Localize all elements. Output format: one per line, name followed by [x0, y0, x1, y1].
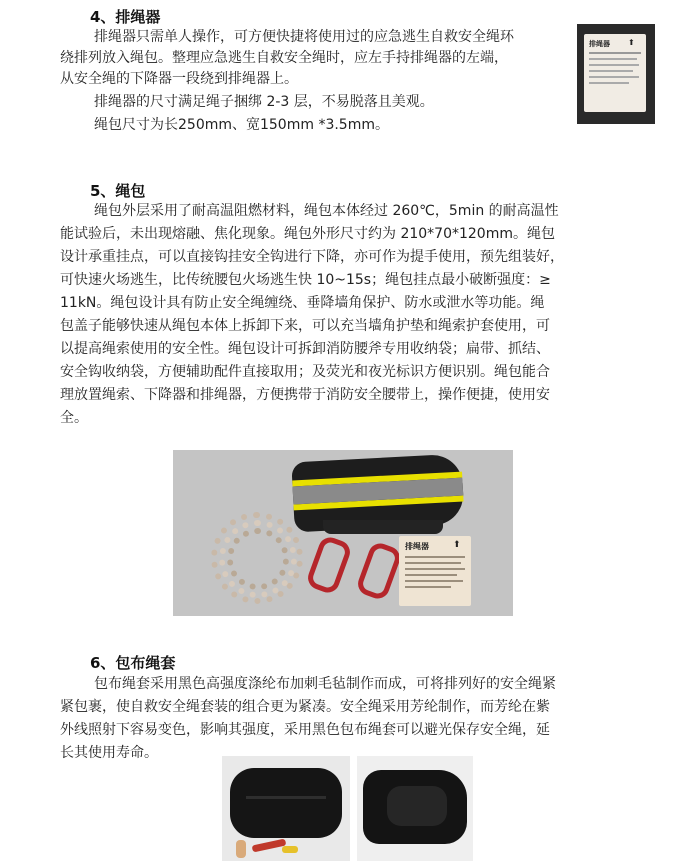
- section-4-bag-size-line: 绳包尺寸为长250mm、宽150mm *3.5mm。: [94, 117, 389, 133]
- section-5-line-1: 绳包外层采用了耐高温阻燃材料，绳包本体经过 260℃，5min 的耐高温性: [94, 203, 559, 219]
- arrow-up-icon: ⬆: [628, 38, 635, 47]
- text-line: [589, 52, 641, 54]
- text-line: [589, 82, 629, 84]
- rope-tail: [236, 840, 246, 858]
- rope-cover-photo-closed: [222, 756, 350, 861]
- coiled-rope: [207, 508, 307, 608]
- section-6-line-4: 长其使用寿命。: [60, 745, 158, 761]
- text-line: [589, 58, 637, 60]
- rope-cover-fold: [387, 786, 447, 826]
- section-5-heading: 5、绳包: [90, 182, 146, 200]
- arrow-up-icon: ⬆: [453, 540, 461, 550]
- text-line: [405, 586, 451, 588]
- text-line: [405, 580, 463, 582]
- section-6-line-2: 紧包裹，使自救安全绳套装的组合更为紧凑。安全绳采用芳纶制作，而芳纶在紫: [60, 699, 550, 715]
- rope-cover-photo-open: [357, 756, 473, 861]
- text-line: [589, 70, 633, 72]
- section-5-line-4: 可快速火场逃生，比传统腰包火场逃生快 10~15s；绳包挂点最小破断强度：≥: [60, 272, 551, 288]
- section-5-line-10: 全。: [60, 410, 88, 426]
- text-line: [589, 64, 639, 66]
- section-6-heading: 6、包布绳套: [90, 654, 176, 672]
- section-6-line-3: 外线照射下容易变色，影响其强度，采用黑色包布绳套可以避光保存安全绳，延: [60, 722, 550, 738]
- text-line: [405, 574, 457, 576]
- rope-arranger-tag-label: 排绳器: [405, 542, 429, 551]
- rope-arranger-card: [399, 536, 471, 606]
- section-5-line-9: 理放置绳索、下降器和排绳器，方便携带于消防安全腰带上，操作便捷，使用安: [60, 387, 550, 403]
- fold-line: [246, 796, 326, 799]
- text-line: [405, 562, 461, 564]
- section-5-line-2: 能试验后，未出现熔融、焦化现象。绳包外形尺寸约为 210*70*120mm。绳包: [60, 226, 555, 242]
- rope-cover-closed: [230, 768, 342, 838]
- section-4-line-3: 从安全绳的下降器一段绕到排绳器上。: [60, 71, 298, 87]
- section-4-line-1: 排绳器只需单人操作，可方便快捷将使用过的应急逃生自救安全绳环: [94, 29, 514, 45]
- rope-arranger-card: [584, 34, 646, 112]
- section-5-line-3: 设计承重挂点，可以直接钩挂安全钩进行下降，亦可作为提手使用，预先组装好，: [60, 249, 564, 265]
- carabiner-icon: [355, 540, 404, 602]
- text-line: [405, 568, 465, 570]
- section-5-line-7: 以提高绳索使用的安全性。绳包设计可拆卸消防腰斧专用收纳袋；扁带、抓结、: [60, 341, 550, 357]
- text-line: [405, 556, 465, 558]
- section-6-line-1: 包布绳套采用黑色高强度涤纶布加刺毛毡制作而成，可将排列好的安全绳紧: [94, 676, 556, 692]
- section-5-line-5: 11kN。绳包设计具有防止安全绳缠绕、垂降墙角保护、防水或泄水等功能。绳: [60, 295, 545, 311]
- rope-arranger-tag-label: 排绳器: [589, 40, 610, 48]
- rope-arranger-photo: [577, 24, 655, 124]
- text-line: [589, 76, 639, 78]
- section-4-heading: 4、排绳器: [90, 8, 161, 26]
- section-4-size-line: 排绳器的尺寸满足绳子捆绑 2-3 层，不易脱落且美观。: [94, 94, 434, 110]
- yellow-tag: [282, 846, 298, 853]
- section-4-line-2: 绕排列放入绳包。整理应急逃生自救安全绳时，应左手持排绳器的左端，: [60, 50, 508, 66]
- rope-bag-flap: [323, 520, 443, 534]
- rope-bag-kit-photo: [173, 450, 513, 616]
- carabiner-icon: [305, 534, 354, 596]
- section-5-line-6: 包盖子能够快速从绳包本体上拆卸下来，可以充当墙角护垫和绳索护套使用，可: [60, 318, 550, 334]
- section-5-line-8: 安全钩收纳袋，方便辅助配件直接取用；及荧光和夜光标识方便识别。绳包能合: [60, 364, 550, 380]
